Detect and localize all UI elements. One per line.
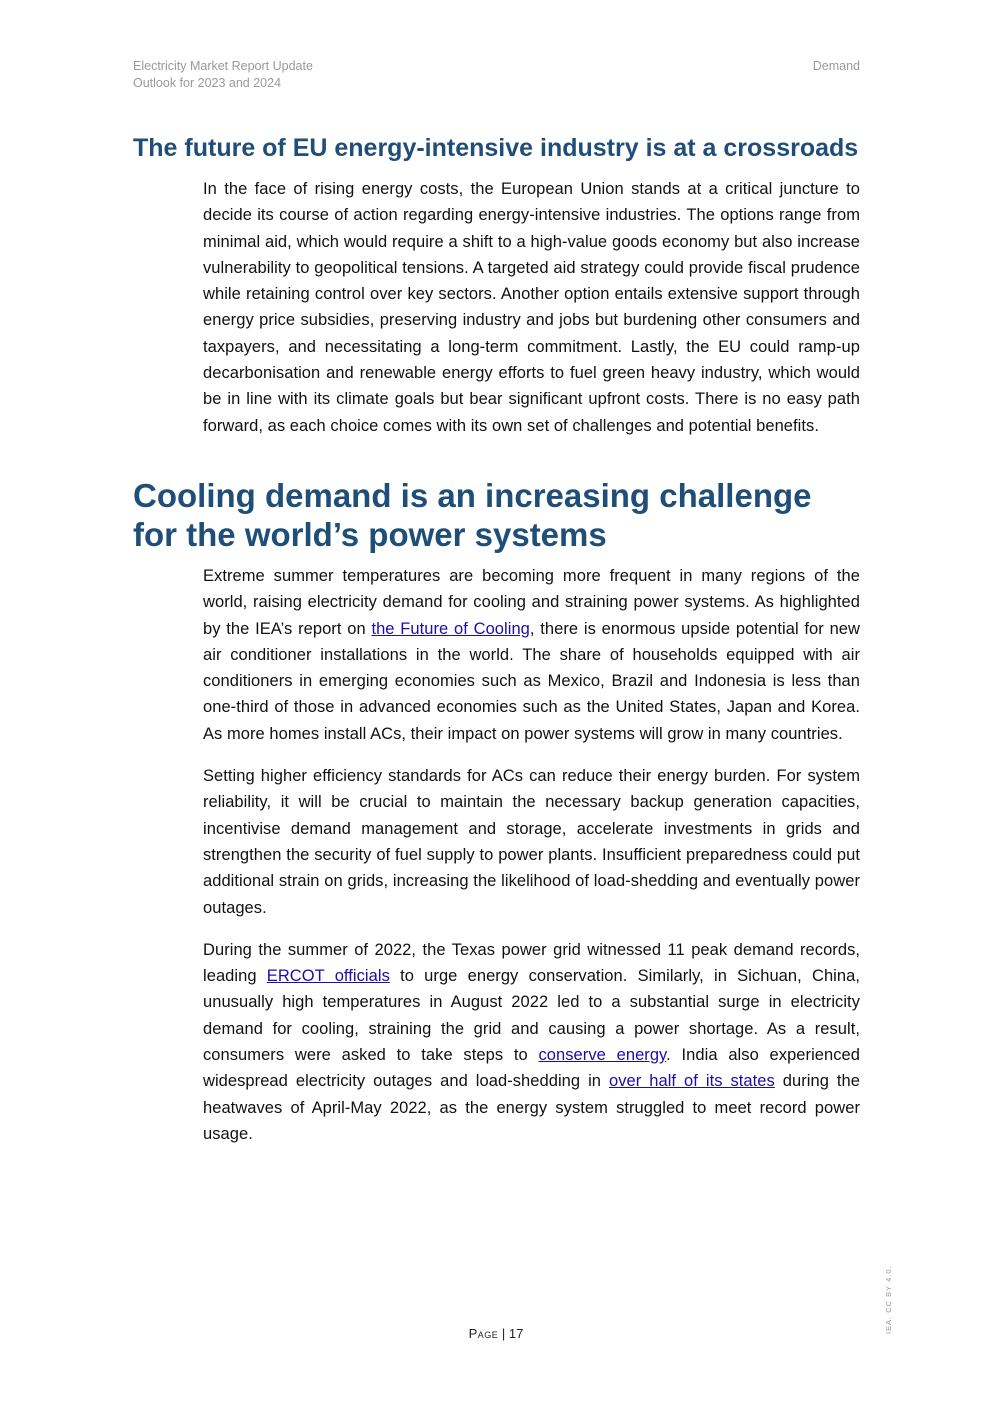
page-footer [0, 1326, 992, 1341]
link-future-of-cooling[interactable]: the Future of Cooling [371, 619, 530, 638]
paragraph-cooling-2: Setting higher efficiency standards for ACs can reduce their energy burden. For system reliability, it will be crucial to maintain the necessary backup generation capacities, incentivise demand management and storage, accelerate investments in grids and strengthen the security of fuel supply to power plants. Insufficient preparedness could put additional strain on grids, increasing the likelihood of load-shedding and eventually power outages. [203, 767, 860, 917]
page-label: Page [468, 1326, 499, 1341]
page-body [133, 132, 860, 1147]
text-run: Extreme summer temperatures are becoming more frequent in many regions of the world, raising electricity demand for cooling and straining power systems. As highlighted by the IEA’s report on [203, 566, 860, 638]
report-title: Electricity Market Report Update [133, 59, 313, 73]
text-run: , there is enormous upside potential for new air conditioner installations in the world. The share of households equipped with air conditioners in emerging economies such as Mexico, Brazil and Indonesia is less than one-third of those in advanced economies such as the United States, Japan and Korea. As more homes install ACs, their impact on power systems will grow in many countries. [203, 619, 860, 743]
paragraph-cooling-3 [203, 937, 860, 1147]
section-heading-eu-industry: The future of EU energy-intensive industry is at a crossroads [133, 134, 859, 162]
section-heading-cooling-demand: Cooling demand is an increasing challenge for the world’s power systems [133, 476, 812, 553]
running-header-section: Demand [812, 59, 860, 73]
text-run: to urge energy conservation. Similarly, in Sichuan, China, unusually high temperatures in August 2022 led to a substantial surge in electricity demand for cooling, straining the grid and causing a power shortage. As a result, consumers were asked to take steps to [203, 967, 860, 1065]
link-ercot-officials[interactable]: ERCOT officials [266, 967, 390, 986]
link-over-half-of-its-states[interactable]: over half of its states [609, 1072, 775, 1091]
page-number: 17 [508, 1326, 524, 1341]
license-note: IEA. CC BY 4.0. [884, 1265, 893, 1334]
paragraph-cooling-1 [203, 563, 860, 747]
text-run: during the heatwaves of April-May 2022, as the energy system struggled to meet record power usage. [203, 1072, 860, 1143]
text-run: During the summer of 2022, the Texas power grid witnessed 11 peak demand records, leading [203, 940, 860, 986]
paragraph-eu-industry: In the face of rising energy costs, the European Union stands at a critical juncture to decide its course of action regarding energy-intensive industries. The options range from minimal aid, which would require a shift to a high-value goods economy but also increase vulnerability to geopolitical tensions. A targeted aid strategy could provide fiscal prudence while retaining control over key sectors. Another option entails extensive support through energy price subsidies, preserving industry and jobs but burdening other consumers and taxpayers, and necessitating a long-term commitment. Lastly, the EU could ramp-up decarbonisation and renewable energy efforts to fuel green heavy industry, which would be in line with its climate goals but bear significant upfront costs. There is no easy path forward, as each choice comes with its own set of challenges and potential benefits. [203, 180, 860, 435]
running-header-left [133, 58, 313, 92]
text-run: . India also experienced widespread electricity outages and load-shedding in [203, 1046, 860, 1091]
link-conserve-energy[interactable]: conserve energy [538, 1046, 667, 1065]
page-separator: | [498, 1326, 509, 1341]
report-subtitle: Outlook for 2023 and 2024 [133, 76, 282, 90]
